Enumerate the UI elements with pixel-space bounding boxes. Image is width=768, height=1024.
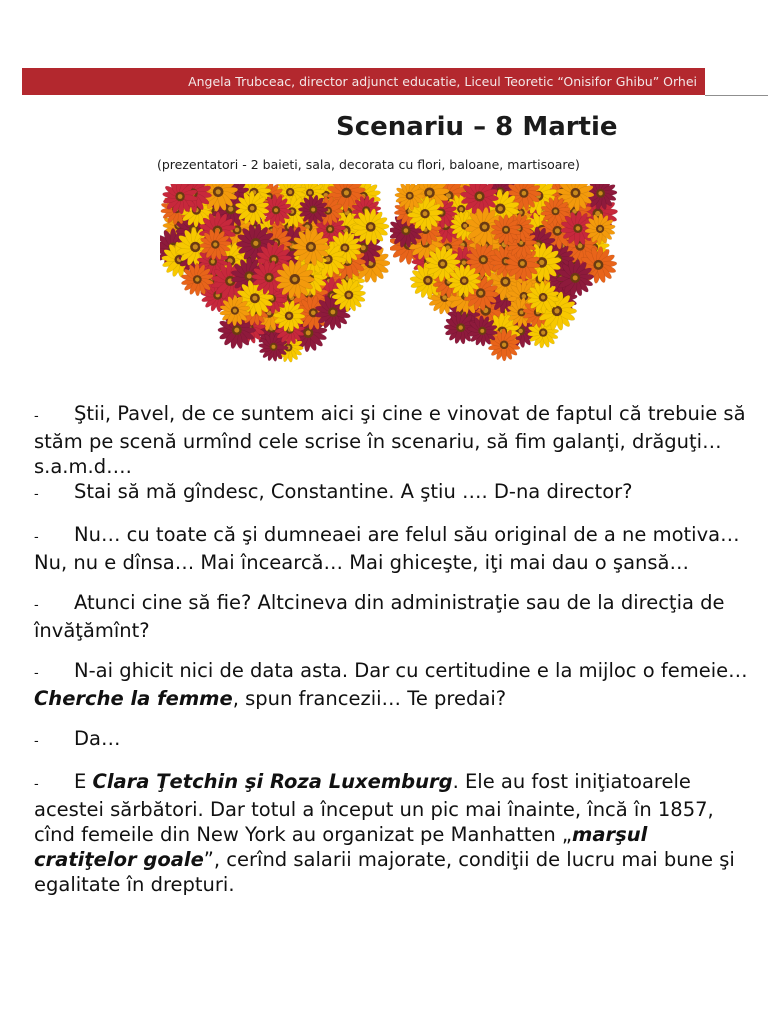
dialogue-line [34, 590, 752, 643]
dialogue-emphasis: marşul cratiţelor goale [34, 823, 648, 871]
dialogue-line-text: Atunci cine să fie? Altcineva din administraţie sau de la direcţia de învăţămînt? [34, 591, 725, 642]
dialogue-emphasis: Cherche la femme [34, 687, 233, 710]
header-banner [22, 68, 705, 95]
page-title: Scenariu – 8 Martie [336, 112, 618, 142]
flower-heart-right-icon [390, 184, 620, 388]
dialogue-line-text: Stai să mă gîndesc, Constantine. A ştiu …. D-na director? [74, 480, 633, 503]
dialogue-dash: - [34, 598, 39, 613]
dialogue-line-text: Nu… cu toate că şi dumneaei are felul său original de a ne motiva… Nu, nu e dînsa… Mai încearcă… Mai ghiceşte, iţi mai dau o şansă… [34, 523, 740, 574]
dialogue-line-text: E [74, 770, 93, 793]
dialogue-line [34, 401, 752, 479]
dialogue-line-text: ”, cerînd salarii majorate, condiţii de lucru mai bune şi egalitate în drepturi. [34, 848, 735, 896]
dialogue-dash: - [34, 487, 39, 502]
dialogue-line-text: Da… [74, 727, 121, 750]
dialogue-dash: - [34, 530, 39, 545]
flower-hearts-image [160, 184, 620, 388]
dialogue-line-text: Ştii, Pavel, de ce suntem aici şi cine e vinovat de faptul că trebuie să stăm pe scenă urmînd cele scrise în scenariu, să fim galanţi, drăguţi… s.a.m.d…. [34, 402, 746, 478]
dialogue-line [34, 522, 752, 575]
dialogue-line-text: . Ele au fost iniţiatoarele acestei sărbători. Dar totul a început un pic mai înainte, încă în 1857, cînd femeile din New York au organizat pe Manhatten „ [34, 770, 714, 846]
flower-heart-left-icon [160, 184, 390, 388]
dialogue-line [34, 726, 752, 754]
dialogue-line-text: , spun francezii… Te predai? [232, 687, 507, 710]
dialogue-emphasis: Clara Ţetchin şi Roza Luxemburg [92, 770, 453, 793]
dialogue-line [34, 769, 752, 897]
header-rule [705, 95, 768, 96]
dialogue-dash: - [34, 666, 39, 681]
dialogue-body [34, 401, 752, 897]
page-subtitle: (prezentatori - 2 baieti, sala, decorata cu flori, baloane, martisoare) [157, 157, 580, 172]
dialogue-line [34, 658, 752, 711]
header-banner-text: Angela Trubceac, director adjunct educatie, Liceul Teoretic “Onisifor Ghibu” Orhei [188, 74, 697, 89]
dialogue-dash: - [34, 409, 39, 424]
dialogue-dash: - [34, 777, 39, 792]
dialogue-line [34, 479, 752, 507]
dialogue-dash: - [34, 734, 39, 749]
dialogue-line-text: N-ai ghicit nici de data asta. Dar cu certitudine e la mijloc o femeie… [74, 659, 748, 682]
